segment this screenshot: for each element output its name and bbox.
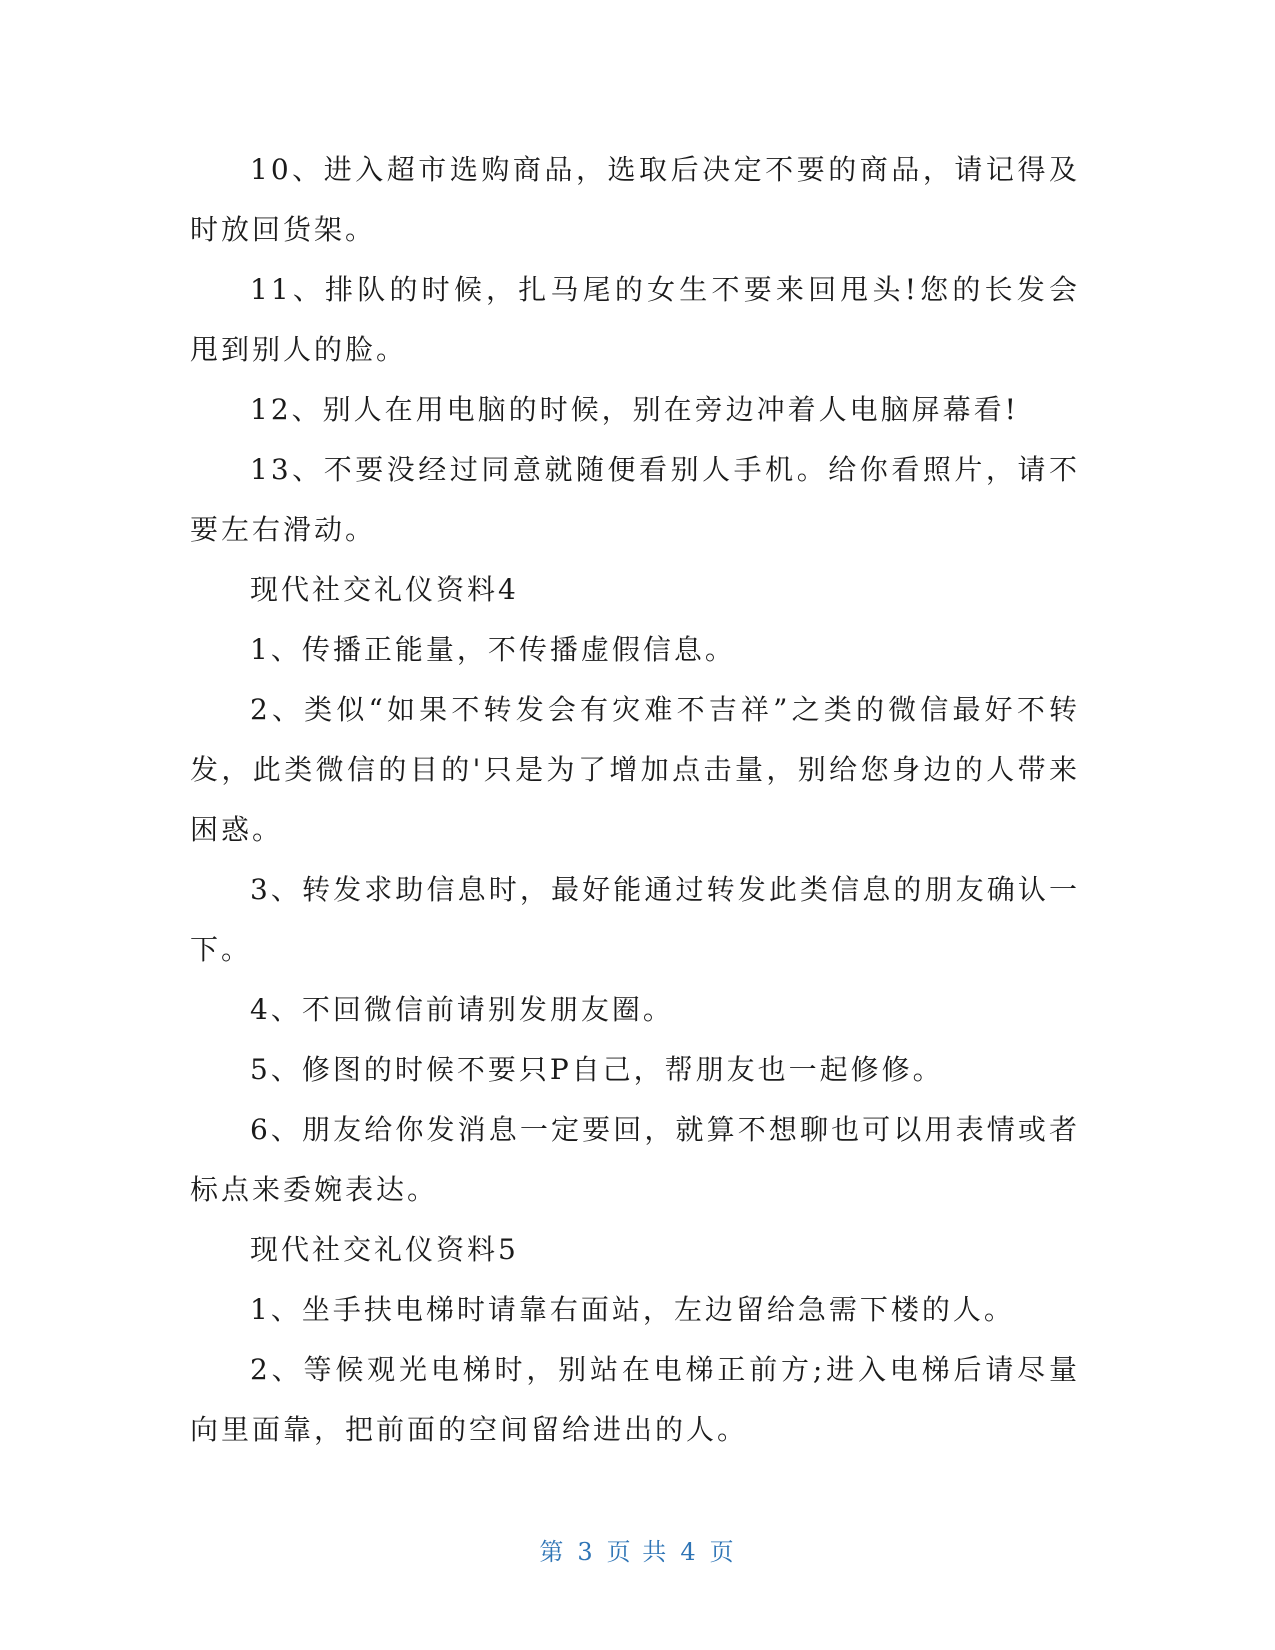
paragraph-item-13: 13、不要没经过同意就随便看别人手机。给你看照片，请不要左右滑动。 <box>190 453 1080 546</box>
paragraph-item-5-2: 2、等候观光电梯时，别站在电梯正前方;进入电梯后请尽量向里面靠，把前面的空间留给进出的人。 <box>190 1353 1080 1446</box>
paragraph-item-4-4: 4、不回微信前请别发朋友圈。 <box>250 993 674 1026</box>
footer-suffix: 页 <box>709 1538 736 1566</box>
paragraph-item-10: 10、进入超市选购商品，选取后决定不要的商品，请记得及时放回货架。 <box>190 153 1080 246</box>
paragraph-item-4-2: 2、类似“如果不转发会有灾难不吉祥”之类的微信最好不转发，此类微信的目的'只是为了增加点击量，别给您身边的人带来困惑。 <box>190 693 1080 846</box>
footer-middle: 页 共 <box>606 1538 669 1566</box>
paragraph-item-4-6: 6、朋友给你发消息一定要回，就算不想聊也可以用表情或者标点来委婉表达。 <box>190 1113 1080 1206</box>
section-heading-5: 现代社交礼仪资料5 <box>250 1233 519 1266</box>
footer-prefix: 第 <box>539 1538 566 1566</box>
footer-current-page: 3 <box>577 1538 595 1566</box>
paragraph-item-11: 11、排队的时候，扎马尾的女生不要来回甩头!您的长发会甩到别人的脸。 <box>190 273 1080 366</box>
paragraph-item-12: 12、别人在用电脑的时候，别在旁边冲着人电脑屏幕看! <box>250 393 1019 426</box>
document-body <box>190 140 1080 1460</box>
paragraph-item-4-1: 1、传播正能量，不传播虚假信息。 <box>250 633 736 666</box>
section-heading-4: 现代社交礼仪资料4 <box>250 573 519 606</box>
paragraph-item-5-1: 1、坐手扶电梯时请靠右面站，左边留给急需下楼的人。 <box>250 1293 1015 1326</box>
page-footer <box>0 1532 1275 1567</box>
paragraph-item-4-5: 5、修图的时候不要只P自己，帮朋友也一起修修。 <box>250 1053 944 1086</box>
paragraph-item-4-3: 3、转发求助信息时，最好能通过转发此类信息的朋友确认一下。 <box>190 873 1080 966</box>
footer-total-pages: 4 <box>680 1538 698 1566</box>
